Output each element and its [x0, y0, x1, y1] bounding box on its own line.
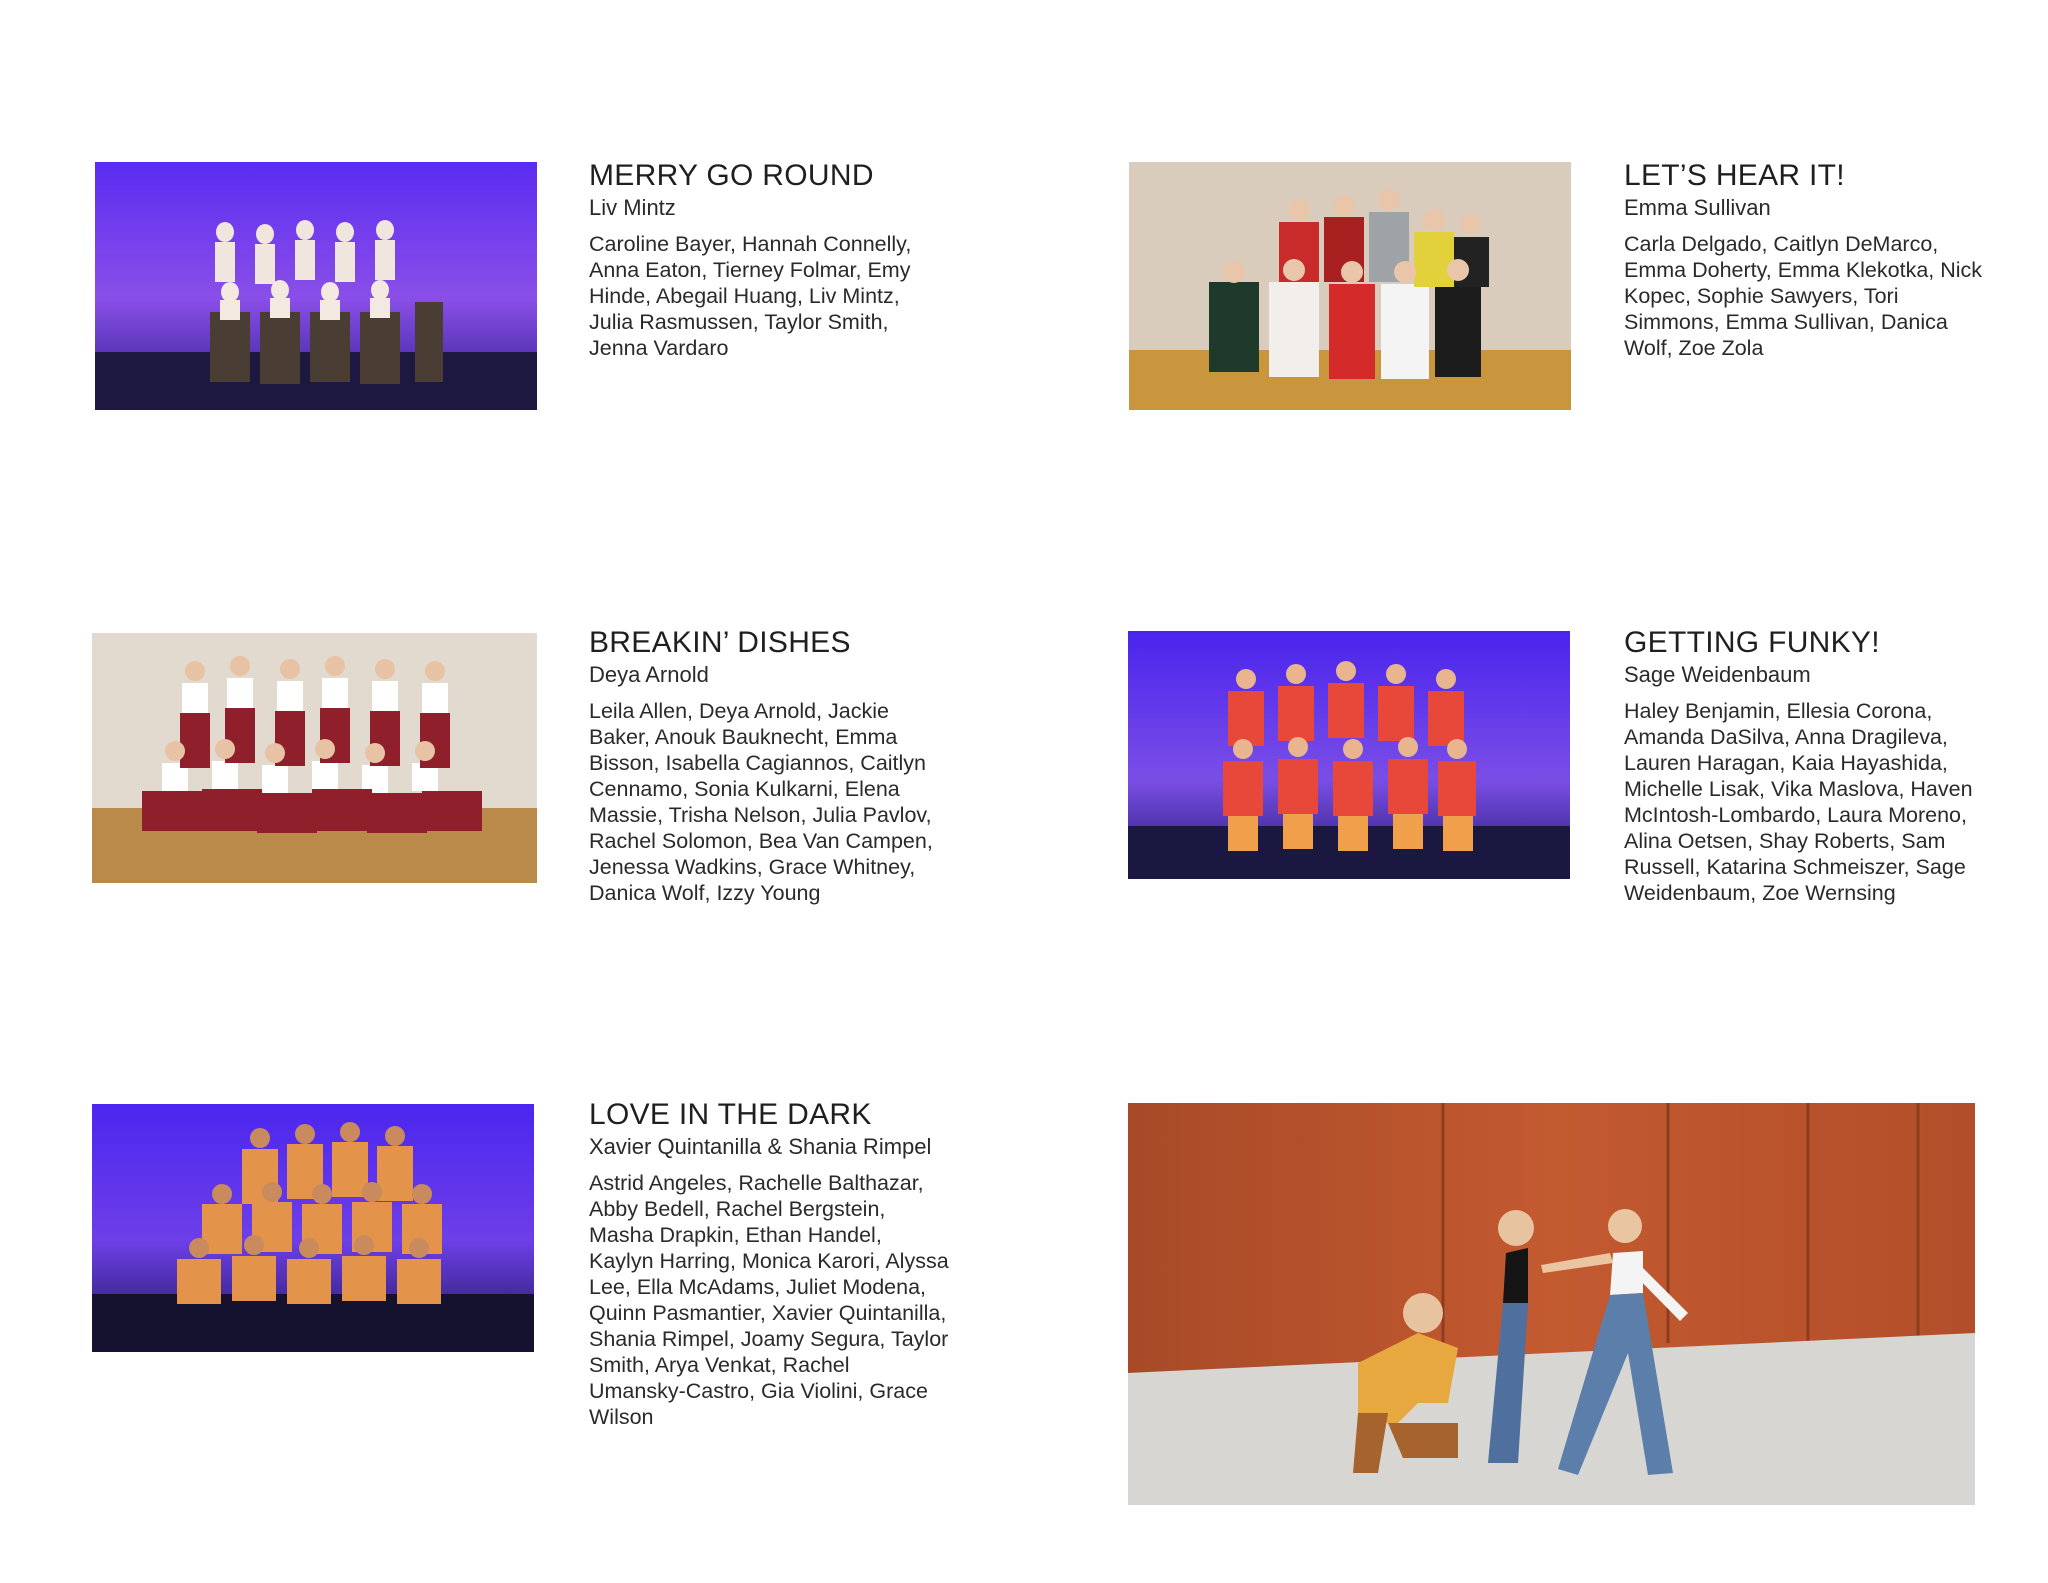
piece-getting-funky — [1624, 625, 1984, 906]
photo-dancers-rust-wall — [1128, 1103, 1975, 1505]
choreographer: Liv Mintz — [589, 195, 676, 220]
cast-list: Carla Delgado, Caitlyn DeMarco, Emma Doherty, Emma Klekotka, Nick Kopec, Sophie Sawyers, Tori Simmons, Emma Sullivan, Danica Wolf, Zoe Zola — [1624, 232, 1983, 360]
piece-lets-hear-it — [1624, 158, 1984, 361]
photo-lets-hear-it — [1129, 162, 1571, 410]
studio-photo-illustration — [92, 633, 537, 883]
piece-title: BREAKIN’ DISHES — [589, 626, 851, 659]
choreographer: Emma Sullivan — [1624, 195, 1771, 220]
piece-title: MERRY GO ROUND — [589, 159, 874, 192]
photo-getting-funky — [1128, 631, 1570, 879]
stage-photo-illustration — [1128, 631, 1570, 879]
choreographer: Sage Weidenbaum — [1624, 662, 1811, 687]
choreographer: Deya Arnold — [589, 662, 709, 687]
cast-list: Haley Benjamin, Ellesia Corona, Amanda DaSilva, Anna Dragileva, Lauren Haragan, Kaia Hayashida, Michelle Lisak, Vika Maslova, Haven McIntosh-Lombardo, Laura Moreno, Alina Oetsen, Shay Roberts, Sam Russell, Katarina Schmeiszer, Sage Weidenbaum, Zoe Wernsing — [1624, 699, 1973, 905]
stage-photo-illustration — [95, 162, 537, 410]
photo-love-in-the-dark — [92, 1104, 534, 1352]
photo-breakin-dishes — [92, 633, 537, 883]
piece-title: LOVE IN THE DARK — [589, 1098, 872, 1131]
choreographer: Xavier Quintanilla & Shania Rimpel — [589, 1134, 932, 1159]
cast-list: Astrid Angeles, Rachelle Balthazar, Abby Bedell, Rachel Bergstein, Masha Drapkin, Ethan Handel, Kaylyn Harring, Monica Karori, Alyssa Lee, Ella McAdams, Juliet Modena, Quinn Pasmantier, Xavier Quintanilla, Shania Rimpel, Joamy Segura, Taylor Smith, Arya Venkat, Rachel Umansky-Castro, Gia Violini, Grace Wilson — [589, 1171, 949, 1429]
piece-merry-go-round — [589, 158, 949, 361]
piece-breakin-dishes — [589, 625, 949, 906]
piece-title: GETTING FUNKY! — [1624, 626, 1880, 659]
piece-love-in-the-dark — [589, 1097, 949, 1430]
cast-list: Caroline Bayer, Hannah Connelly, Anna Eaton, Tierney Folmar, Emy Hinde, Abegail Huang, Liv Mintz, Julia Rasmussen, Taylor Smith, Jenna Vardaro — [589, 232, 912, 360]
photo-merry-go-round — [95, 162, 537, 410]
stage-photo-illustration — [92, 1104, 534, 1352]
studio-photo-illustration — [1129, 162, 1571, 410]
outdoor-dance-photo-illustration — [1128, 1103, 1975, 1505]
piece-title: LET’S HEAR IT! — [1624, 159, 1845, 192]
cast-list: Leila Allen, Deya Arnold, Jackie Baker, Anouk Bauknecht, Emma Bisson, Isabella Cagiannos, Caitlyn Cennamo, Sonia Kulkarni, Elena Massie, Trisha Nelson, Julia Pavlov, Rachel Solomon, Bea Van Campen, Jenessa Wadkins, Grace Whitney, Danica Wolf, Izzy Young — [589, 699, 933, 905]
